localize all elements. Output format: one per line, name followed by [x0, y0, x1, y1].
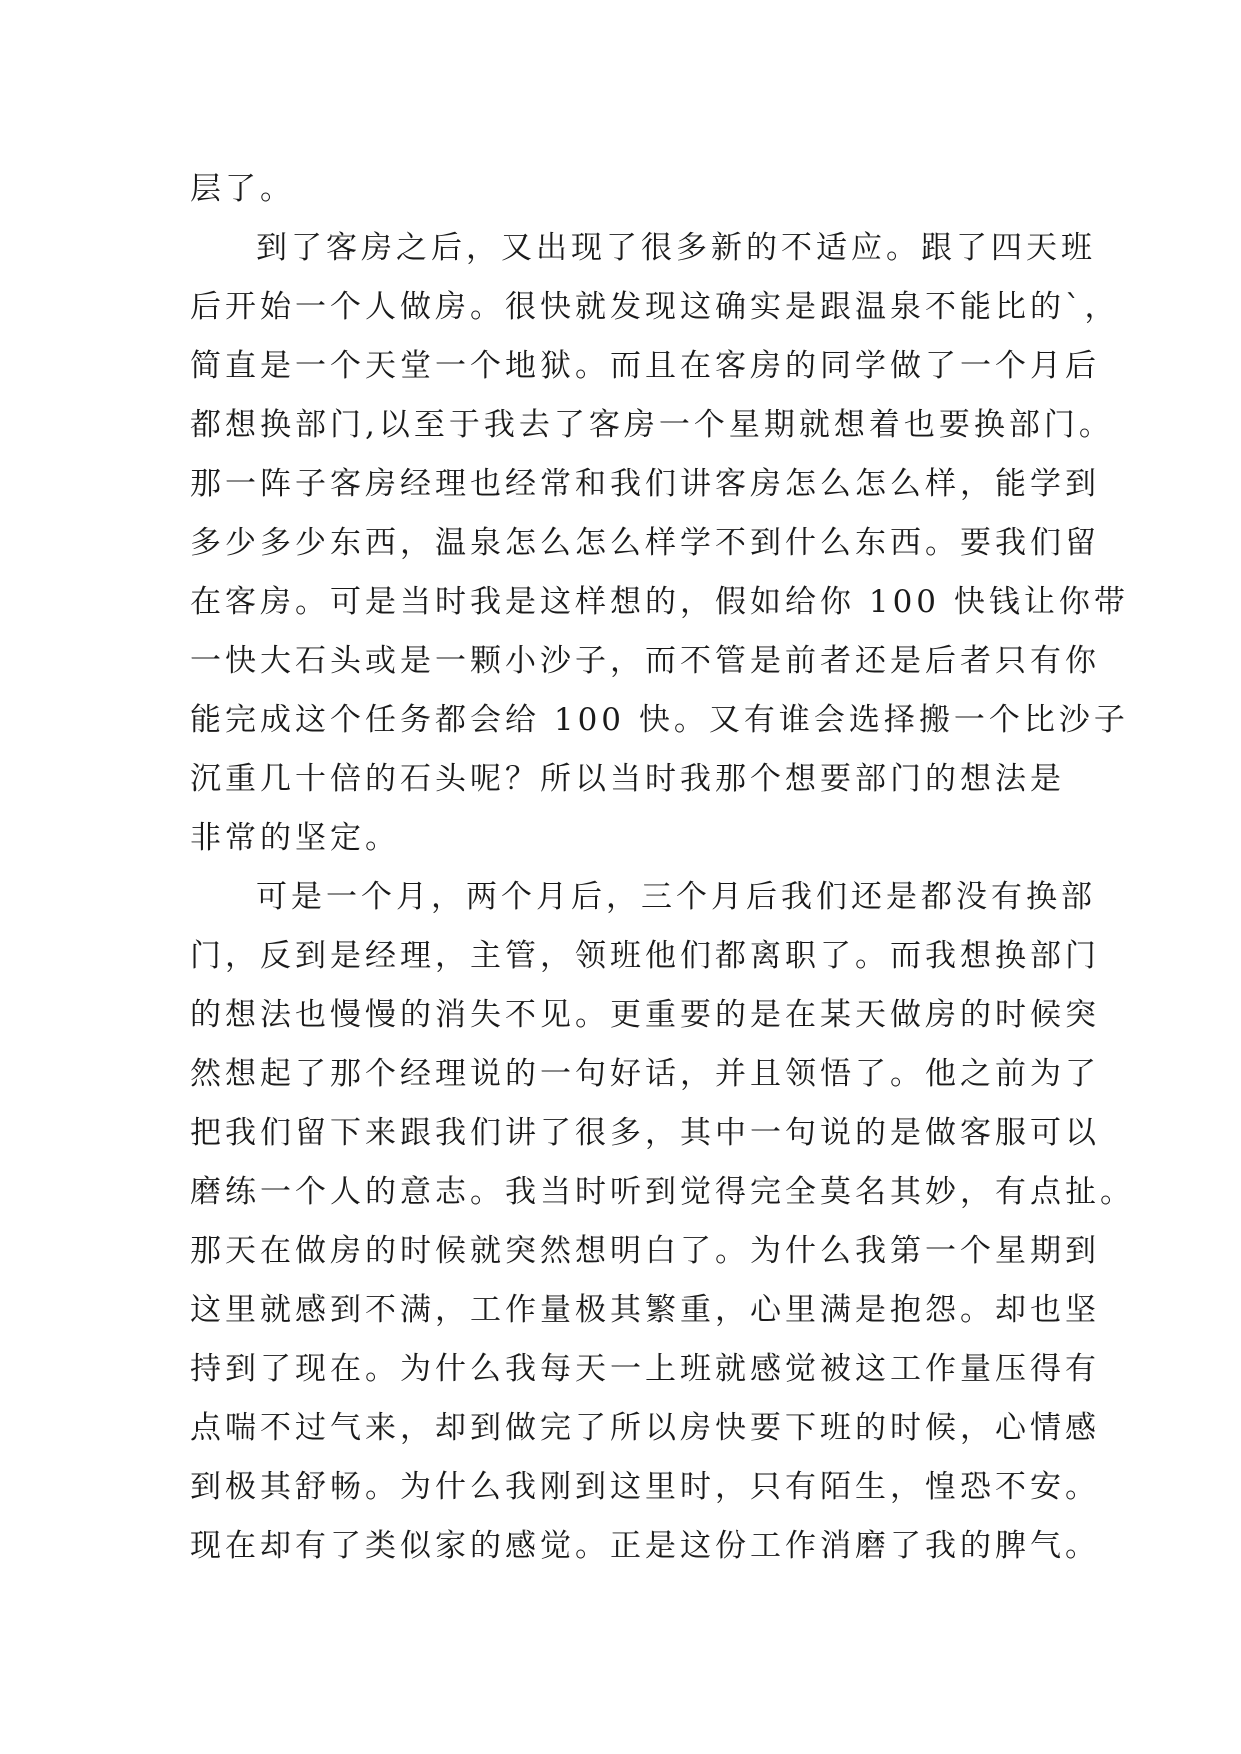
text-line: 点喘不过气来，却到做完了所以房快要下班的时候，心情感: [190, 1410, 1100, 1446]
text-line: 然想起了那个经理说的一句好话，并且领悟了。他之前为了: [190, 1056, 1100, 1092]
text-line: 后开始一个人做房。很快就发现这确实是跟温泉不能比的`，: [190, 289, 1120, 325]
text-line: 把我们留下来跟我们讲了很多，其中一句说的是做客服可以: [190, 1115, 1100, 1151]
text-line: 磨练一个人的意志。我当时听到觉得完全莫名其妙，有点扯。: [190, 1174, 1135, 1210]
text-line: 到极其舒畅。为什么我刚到这里时，只有陌生，惶恐不安。: [190, 1469, 1100, 1505]
text-line: 门，反到是经理，主管，领班他们都离职了。而我想换部门: [190, 938, 1100, 974]
text-line: 非常的坚定。: [190, 820, 400, 856]
text-line: 的想法也慢慢的消失不见。更重要的是在某天做房的时候突: [190, 997, 1100, 1033]
text-line: 能完成这个任务都会给 100 快。又有谁会选择搬一个比沙子: [190, 702, 1129, 738]
text-line: 那天在做房的时候就突然想明白了。为什么我第一个星期到: [190, 1233, 1100, 1269]
text-line: 持到了现在。为什么我每天一上班就感觉被这工作量压得有: [190, 1351, 1100, 1387]
text-line: 现在却有了类似家的感觉。正是这份工作消磨了我的脾气。: [190, 1528, 1100, 1564]
text-line: 都想换部门,以至于我去了客房一个星期就想着也要换部门。: [190, 407, 1114, 443]
text-line: 在客房。可是当时我是这样想的，假如给你 100 快钱让你带: [190, 584, 1129, 620]
document-text: [190, 160, 1135, 1576]
text-line: 一快大石头或是一颗小沙子，而不管是前者还是后者只有你: [190, 643, 1100, 679]
text-line: 这里就感到不满，工作量极其繁重，心里满是抱怨。却也坚: [190, 1292, 1100, 1328]
paragraph-start-line: 可是一个月，两个月后，三个月后我们还是都没有换部: [256, 879, 1096, 915]
text-line: 那一阵子客房经理也经常和我们讲客房怎么怎么样，能学到: [190, 466, 1100, 502]
text-line: 层了。: [190, 171, 295, 207]
text-line: 多少多少东西，温泉怎么怎么样学不到什么东西。要我们留: [190, 525, 1100, 561]
paragraph-start-line: 到了客房之后，又出现了很多新的不适应。跟了四天班: [256, 230, 1096, 266]
text-line: 沉重几十倍的石头呢？所以当时我那个想要部门的想法是: [190, 761, 1065, 797]
text-line: 简直是一个天堂一个地狱。而且在客房的同学做了一个月后: [190, 348, 1100, 384]
